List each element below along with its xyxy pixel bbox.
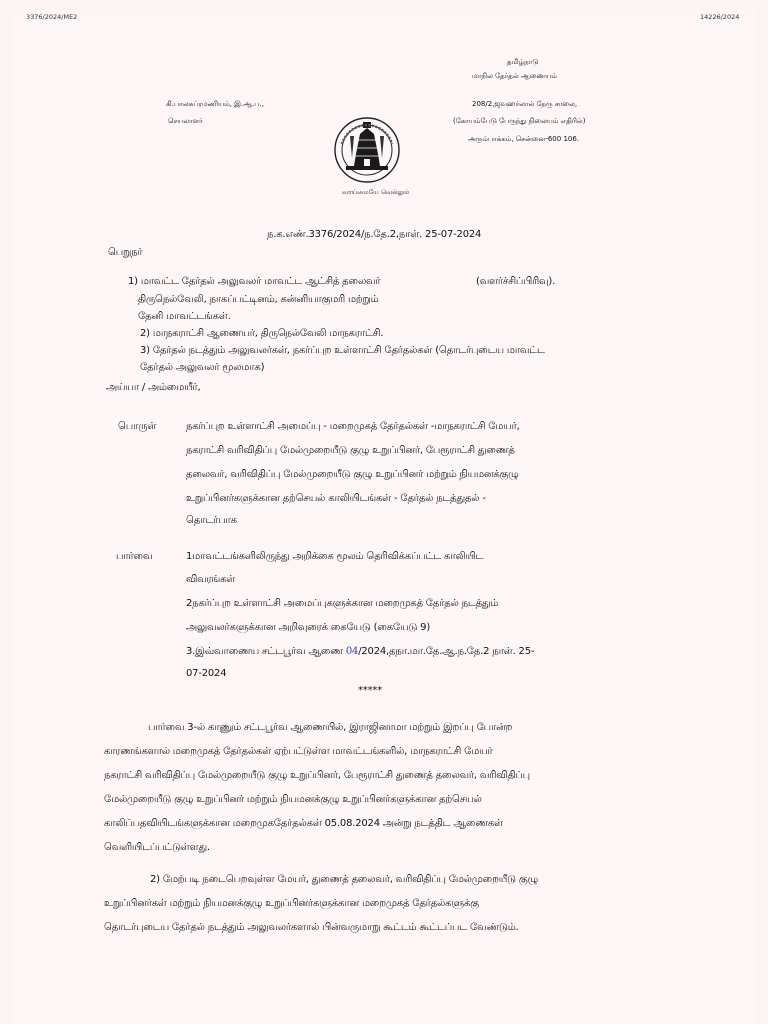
sender-title: செயலாளர் xyxy=(168,117,203,125)
subject-line-2: நகராட்சி வரிவிதிப்பு மேல்முறையீடு குழு உறுப்பினர், பேரூராட்சி துணைத் xyxy=(186,445,515,456)
para2-line-2: உறுப்பினர்கள் மற்றும் நியமனக்குழு உறுப்பினர்களுக்கான மறைமுகத் தேர்தல்களுக்கு xyxy=(104,898,479,909)
reference-item-1-cont: விவரங்கள் xyxy=(186,574,236,585)
address-line-1: 208/2,ஜவஹர்லால் நேரு சாலை, xyxy=(472,100,578,108)
reference-item-2-cont: அலுவலர்களுக்கான அறிவுரைக் கையேடு (கையேடு 9) xyxy=(186,622,431,633)
address-line-3: அரும்பாக்கம், சென்னை-600 106. xyxy=(468,135,580,143)
reference-label: பார்வை xyxy=(116,551,153,562)
tamil-nadu-emblem xyxy=(332,114,402,198)
state-name: தமிழ்நாடு xyxy=(507,58,539,66)
address-line-2: (கோயம்பேடு பேருந்து நிலையம் எதிரில்) xyxy=(453,117,586,125)
sender-name: கி.பாலசுப்ரமணியம், இ.ஆ.ப., xyxy=(166,100,264,108)
para1-line-1: பார்வை 3-ல் காணும் சட்டபூர்வ ஆணையில், இராஜினாமா மற்றும் இறப்பு போன்ற xyxy=(148,722,513,733)
emblem-motto: வாய்மையே வெல்லும் xyxy=(342,188,410,196)
recipient-1-districts-end: தேனி மாவட்டங்கள். xyxy=(138,311,231,322)
reference-item-3-suffix: /2024,தநா.மா.தே.ஆ.ந.தே.2 நாள். 25- xyxy=(358,646,535,657)
reference-item-1: 1மாவட்டங்களிலிருந்து அறிக்கை மூலம் தெரிவிக்கப்பட்ட காலியிட xyxy=(186,551,484,562)
file-reference-left: 3376/2024/ME2 xyxy=(26,13,78,21)
recipient-1-division: (வளர்ச்சிப்பிரிவு). xyxy=(476,276,556,287)
para1-line-3: நகராட்சி வரிவிதிப்பு மேல்முறையீடு குழு உறுப்பினர், பேரூராட்சி துணைத் தலைவர், வரிவிதிப்பு xyxy=(104,770,530,781)
reference-item-3-date-end: 07-2024 xyxy=(186,668,227,679)
reference-item-2: 2நகர்ப்புற உள்ளாட்சி அமைப்புகளுக்கான மறைமுகத் தேர்தல் நடத்தும் xyxy=(186,598,499,609)
section-separator: ***** xyxy=(358,685,383,696)
commission-name: மாநில தேர்தல் ஆணையம் xyxy=(472,72,557,80)
recipient-3-cont: தேர்தல் அலுவலர் மூலமாக) xyxy=(140,362,265,373)
recipient-1-districts: திருநெல்வேலி, நாகப்பட்டினம், கன்னியாகுமரி மற்றும் xyxy=(138,294,379,305)
to-label: பெறுநர் xyxy=(108,247,143,258)
para2-line-1: 2) மேற்படி நடைபெறவுள்ள மேயர், துணைத் தலைவர், வரிவிதிப்பு மேல்முறையீடு குழு xyxy=(150,874,538,885)
salutation: அய்யா / அம்மையீர், xyxy=(106,382,201,393)
file-reference-right: 14226/2024 xyxy=(700,13,740,21)
letter-page xyxy=(10,10,756,1024)
handwritten-order-number: 04 xyxy=(345,646,359,657)
subject-label: பொருள் xyxy=(118,421,157,432)
para1-line-6: வெளியிடப்பட்டுள்ளது. xyxy=(104,842,210,853)
subject-line-4: உறுப்பினர்களுக்கான தற்செயல் காலியிடங்கள் - தேர்தல் நடத்துதல் - xyxy=(186,493,486,504)
para1-line-4: மேல்முறையீடு குழு உறுப்பினர் மற்றும் நியமனக்குழு உறுப்பினர்களுக்கான தற்செயல் xyxy=(104,794,482,805)
reference-item-3-prefix: 3.இவ்வாணைய சட்டபூர்வ ஆணை xyxy=(186,646,346,657)
recipient-2: 2) மாநகராட்சி ஆணையர், திருநெல்வேலி மாநகராட்சி. xyxy=(140,328,384,339)
para2-line-3: தொடர்புடைய தேர்தல் நடத்தும் அலுவலர்களால் பின்வருமாறு கூட்டம் கூட்டப்பட வேண்டும். xyxy=(104,922,519,933)
reference-number-date: ந.க.எண்.3376/2024/ந.தே.2,நாள். 25-07-2024 xyxy=(267,229,482,240)
subject-line-1: நகர்ப்புற உள்ளாட்சி அமைப்பு - மறைமுகத் தேர்தல்கள் -மாநகராட்சி மேயர், xyxy=(186,421,520,432)
para1-line-5: காலிப்பதவியிடங்களுக்கான மறைமுகதேர்தல்கள் 05.08.2024 அன்று நடத்திட ஆணைகள் xyxy=(104,818,503,829)
recipient-1: 1) மாவட்ட தேர்தல் அலுவலர் மாவட்ட ஆட்சித் தலைவர் xyxy=(128,276,381,287)
subject-line-3: தலைவர், வரிவிதிப்பு மேல்முறையீடு குழு உறுப்பினர் மற்றும் நியமனக்குழு xyxy=(186,469,519,480)
recipient-3: 3) தேர்தல் நடத்தும் அலுவலர்கள், நகர்ப்புற உள்ளாட்சி தேர்தல்கள் (தொடர்புடைய மாவட்ட xyxy=(140,345,545,356)
para1-line-2: காரணங்களால் மறைமுகத் தேர்தல்கள் ஏற்பட்டுள்ள மாவட்டங்களில், மாநகராட்சி மேயர் xyxy=(104,746,493,757)
reference-item-3 xyxy=(186,646,534,658)
subject-line-5: தொடர்பாக xyxy=(186,515,237,526)
